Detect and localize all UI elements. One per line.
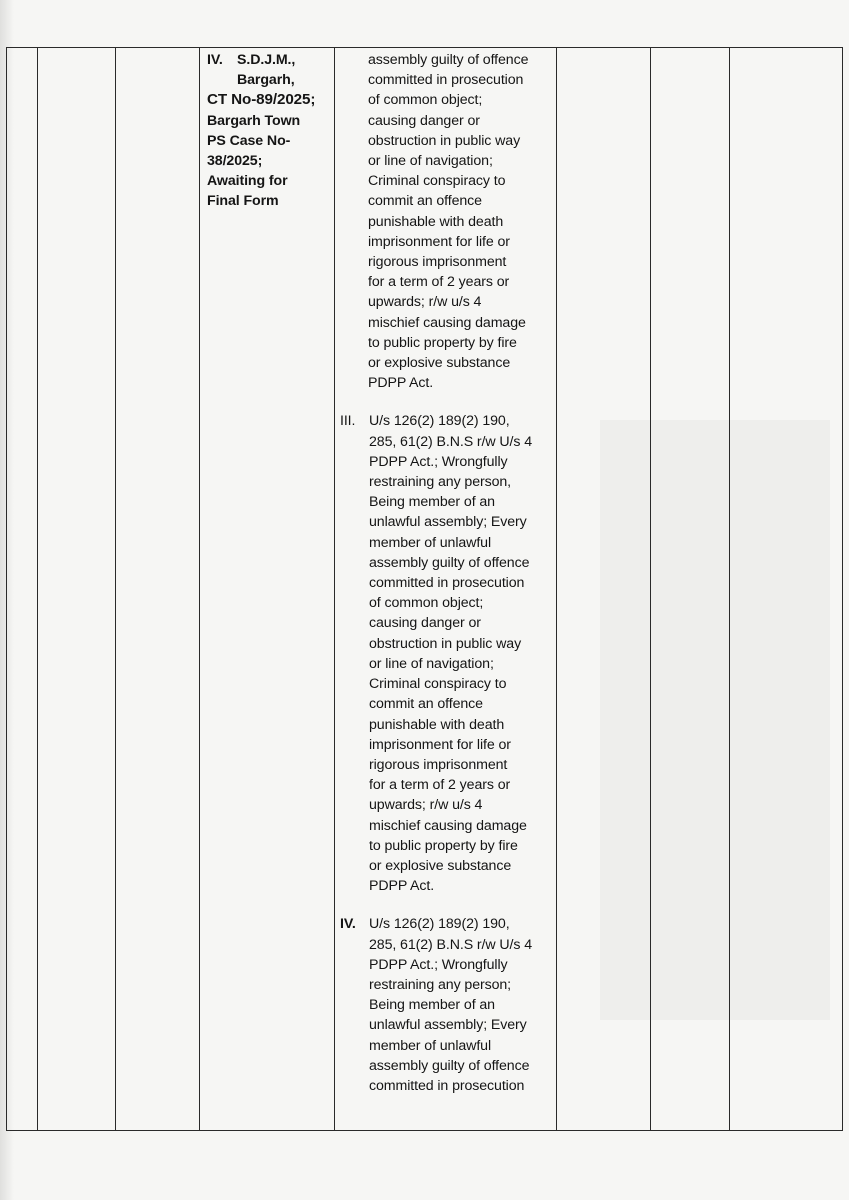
item-number: IV. bbox=[340, 916, 356, 933]
text-line: rigorous imprisonment bbox=[368, 254, 507, 271]
text-line: for a term of 2 years or bbox=[368, 274, 510, 291]
text-line: punishable with death bbox=[369, 716, 505, 733]
court-name: S.D.J.M., bbox=[237, 52, 296, 68]
police-station: Bargarh Town bbox=[207, 112, 301, 129]
text-line: commit an offence bbox=[369, 696, 483, 713]
offence-item-iii bbox=[340, 411, 552, 896]
item-number: III. bbox=[340, 413, 356, 430]
text-line: PDPP Act.; Wrongfully bbox=[369, 453, 508, 470]
offence-item-text bbox=[369, 914, 552, 1096]
column-rule bbox=[115, 47, 116, 1130]
text-line: or explosive substance bbox=[369, 857, 512, 874]
text-line: PDPP Act.; Wrongfully bbox=[369, 956, 508, 973]
text-line: unlawful assembly; Every bbox=[369, 514, 527, 531]
text-line: upwards; r/w u/s 4 bbox=[368, 294, 482, 311]
text-line: punishable with death bbox=[368, 213, 504, 230]
ct-number: CT No-89/2025; bbox=[207, 91, 316, 109]
ps-case-number: 38/2025; bbox=[207, 153, 263, 170]
text-line: assembly guilty of offence bbox=[368, 52, 529, 68]
text-line: Criminal conspiracy to bbox=[368, 173, 506, 190]
text-line: for a term of 2 years or bbox=[369, 777, 511, 794]
offence-sections-cell bbox=[340, 50, 552, 1114]
text-line: mischief causing damage bbox=[369, 817, 527, 834]
column-rule bbox=[650, 47, 651, 1130]
column-rule bbox=[199, 47, 200, 1130]
text-line: unlawful assembly; Every bbox=[369, 1017, 527, 1034]
court-entry-number: IV. bbox=[207, 52, 223, 68]
text-line: PDPP Act. bbox=[368, 375, 434, 392]
text-line: member of unlawful bbox=[369, 1037, 492, 1054]
text-line: or line of navigation; bbox=[369, 655, 494, 672]
text-line: mischief causing damage bbox=[368, 314, 526, 331]
text-line: to public property by fire bbox=[369, 837, 518, 854]
text-line: 285, 61(2) B.N.S r/w U/s 4 bbox=[369, 936, 532, 953]
text-line: member of unlawful bbox=[369, 534, 492, 551]
offence-item-iv bbox=[340, 914, 552, 1096]
text-line: rigorous imprisonment bbox=[369, 756, 508, 773]
text-line: PDPP Act. bbox=[369, 878, 435, 895]
text-line: committed in prosecution bbox=[368, 72, 524, 89]
text-line: restraining any person, bbox=[369, 474, 512, 491]
text-line: Being member of an bbox=[369, 997, 495, 1014]
text-line: 285, 61(2) B.N.S r/w U/s 4 bbox=[369, 433, 532, 450]
text-line: of common object; bbox=[368, 92, 483, 109]
text-line: U/s 126(2) 189(2) 190, bbox=[369, 413, 510, 430]
text-line: commit an offence bbox=[368, 193, 482, 210]
column-rule bbox=[729, 47, 730, 1130]
text-line: to public property by fire bbox=[368, 334, 517, 351]
text-line: assembly guilty of offence bbox=[369, 554, 530, 571]
offence-continuation bbox=[340, 50, 552, 393]
text-line: assembly guilty of offence bbox=[369, 1057, 530, 1074]
table-top-rule bbox=[6, 47, 843, 48]
text-line: U/s 126(2) 189(2) 190, bbox=[369, 916, 510, 933]
column-rule bbox=[842, 47, 843, 1130]
column-rule bbox=[6, 47, 7, 1130]
text-line: causing danger or bbox=[368, 112, 480, 129]
text-line: imprisonment for life or bbox=[368, 233, 510, 250]
text-line: Criminal conspiracy to bbox=[369, 676, 507, 693]
text-line: of common object; bbox=[369, 595, 484, 612]
text-line: obstruction in public way bbox=[369, 635, 522, 652]
text-line: or explosive substance bbox=[368, 355, 511, 372]
text-line: committed in prosecution bbox=[369, 575, 525, 592]
column-rule bbox=[37, 47, 38, 1130]
ps-case-label: PS Case No- bbox=[207, 132, 291, 149]
offence-item-text bbox=[369, 411, 552, 896]
court-case-cell bbox=[207, 50, 335, 212]
text-line: imprisonment for life or bbox=[369, 736, 511, 753]
text-line: obstruction in public way bbox=[368, 132, 521, 149]
column-rule bbox=[556, 47, 557, 1130]
text-line: Being member of an bbox=[369, 494, 495, 511]
text-line: or line of navigation; bbox=[368, 153, 493, 170]
text-line: committed in prosecution bbox=[369, 1077, 525, 1094]
text-line: causing danger or bbox=[369, 615, 481, 632]
case-status: Awaiting for bbox=[207, 173, 288, 190]
court-location: Bargarh, bbox=[237, 72, 295, 89]
table-bottom-rule bbox=[6, 1130, 843, 1131]
case-status-cont: Final Form bbox=[207, 193, 279, 210]
text-line: upwards; r/w u/s 4 bbox=[369, 797, 483, 814]
text-line: restraining any person; bbox=[369, 976, 512, 993]
